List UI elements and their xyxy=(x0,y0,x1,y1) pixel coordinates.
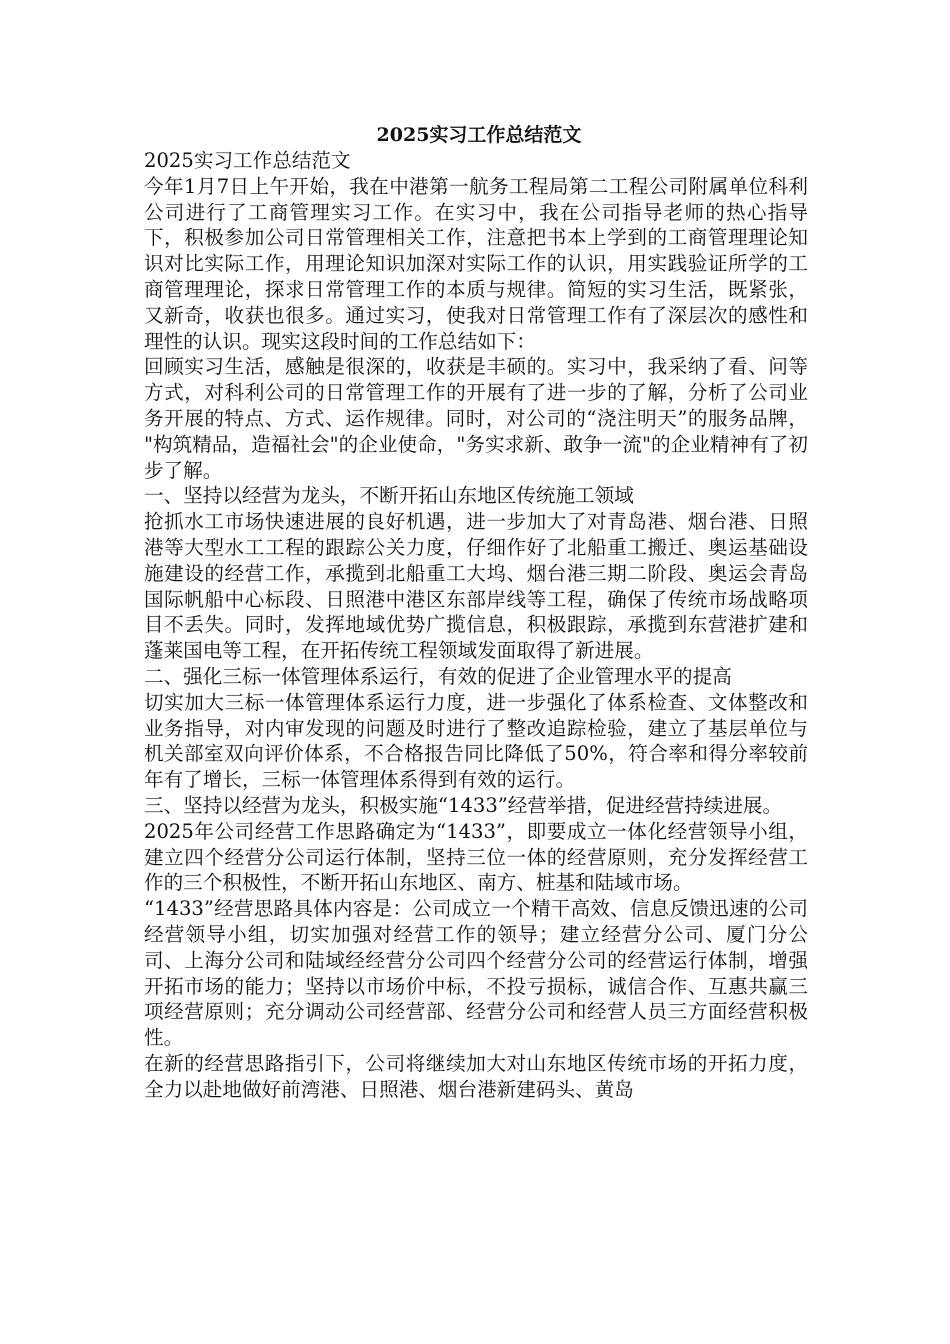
subtitle-line: 2025实习工作总结范文 xyxy=(144,149,351,172)
section-heading-2: 二、强化三标一体管理体系运行，有效的促进了企业管理水平的提高 xyxy=(144,664,732,688)
paragraph-section-2: 切实加大三标一体管理体系运行力度，进一步强化了体系检查、文体整改和业务指导，对内审发现的问题及时进行了整改追踪检验，建立了基层单位与机关部室双向评价体系，不合格报告同比降低了50%，符合率和得分率较前年有了增长，三标一体管理体系得到有效的运行。 xyxy=(144,690,808,792)
paragraph-section-3b: “1433”经营思路具体内容是：公司成立一个精干高效、信息反馈迅速的公司经营领导小组，切实加强对经营工作的领导；建立经营分公司、厦门分公司、上海分公司和陆域经经营分公司四个经营分公司的经营运行体制，增强开拓市场的能力；坚持以市场价中标，不投亏损标，诚信合作、互惠共赢三项经营原则；充分调动公司经营部、经营分公司和经营人员三方面经营积极性。 xyxy=(144,897,808,1050)
paragraph-section-3a: 2025年公司经营工作思路确定为“1433”，即要成立一体化经营领导小组，建立四个经营分公司运行体制，坚持三位一体的经营原则，充分发挥经营工作的三个积极性，不断开拓山东地区、南方、桩基和陆域市场。 xyxy=(144,819,808,895)
paragraph-review: 回顾实习生活，感触是很深的，收获是丰硕的。实习中，我采纳了看、问等方式，对科利公司的日常管理工作的开展有了进一步的了解，分析了公司业务开展的特点、方式、运作规律。同时，对公司的“浇注明天”的服务品牌， "构筑精品，造福社会"的企业使命，"务实求新、敢争一流"的企业精神有了初步了解。 xyxy=(144,355,808,482)
paragraph-section-1: 抢抓水工市场快速进展的良好机遇，进一步加大了对青岛港、烟台港、日照港等大型水工工程的跟踪公关力度，仔细作好了北船重工搬迁、奥运基础设施建设的经营工作，承揽到北船重工大坞、烟台港三期二阶段、奥运会青岛国际帆船中心标段、日照港中港区东部岸线等工程，确保了传统市场战略项目不丢失。同时，发挥地域优势广揽信息，积极跟踪，承揽到东营港扩建和蓬莱国电等工程，在开拓传统工程领域发面取得了新进展。 xyxy=(144,510,808,663)
paragraph-section-3c: 在新的经营思路指引下，公司将继续加大对山东地区传统市场的开拓力度，全力以赴地做好前湾港、日照港、烟台港新建码头、黄岛 xyxy=(144,1051,808,1101)
document-body xyxy=(144,148,808,1102)
document-title: 2025实习工作总结范文 xyxy=(376,124,582,146)
section-heading-3: 三、坚持以经营为龙头，积极实施“1433”经营举措，促进经营持续进展。 xyxy=(144,793,783,817)
paragraph-intro: 今年1月7日上午开始，我在中港第一航务工程局第二工程公司附属单位科利公司进行了工商管理实习工作。在实习中，我在公司指导老师的热心指导下，积极参加公司日常管理相关工作，注意把书本上学到的工商管理理论知识对比实际工作，用理论知识加深对实际工作的认识，用实践验证所学的工商管理理论，探求日常管理工作的本质与规律。简短的实习生活，既紧张，又新奇，收获也很多。通过实习，使我对日常管理工作有了深层次的感性和理性的认识。现实这段时间的工作总结如下： xyxy=(144,174,808,353)
document-page xyxy=(144,122,808,1102)
section-heading-1: 一、坚持以经营为龙头，不断开拓山东地区传统施工领域 xyxy=(144,484,634,508)
